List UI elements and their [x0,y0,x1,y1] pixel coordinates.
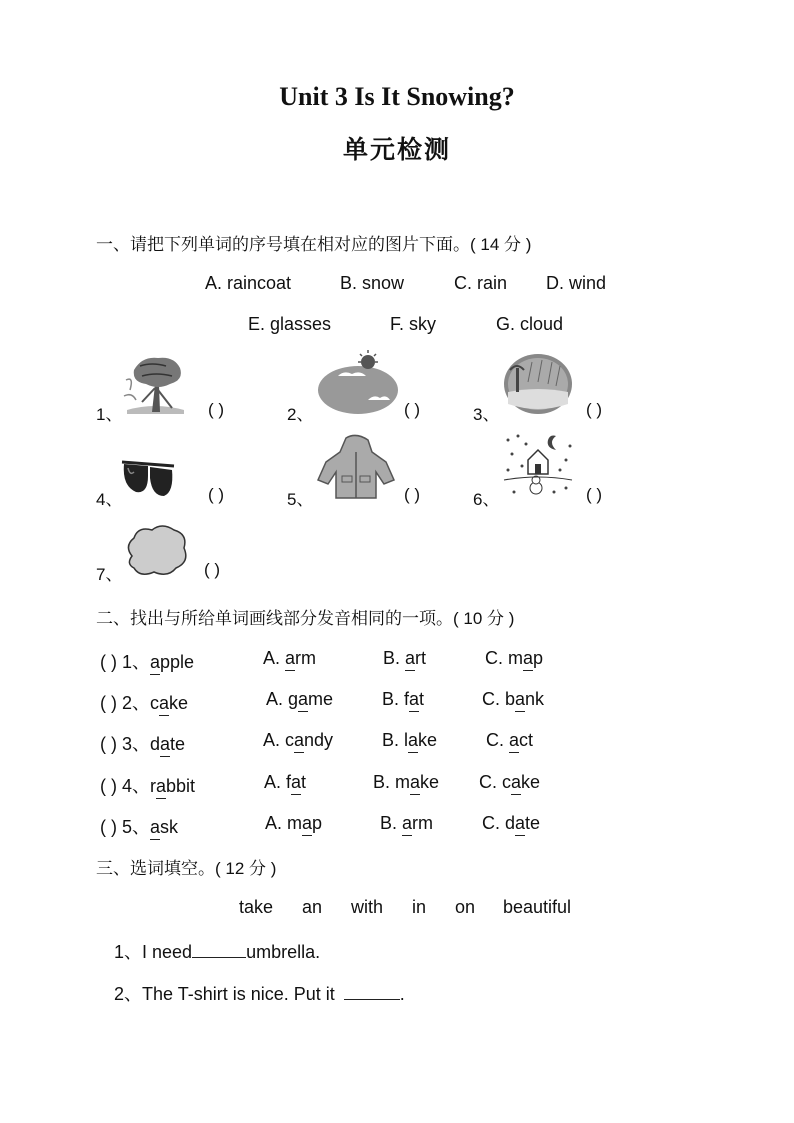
phonics-option-1c: C. map [485,648,544,668]
word-bank-an: an [302,897,323,917]
phonics-option-2a: A. game [266,689,334,709]
phonics-question-2: ( ) 2、cake [100,693,189,713]
snow-scene-icon [500,430,576,502]
answer-paren-1[interactable]: ( ) [208,400,225,419]
item-number-4: 4、 [96,490,123,509]
fill-blank-2[interactable] [344,981,400,1000]
item-number-1: 1、 [96,405,123,424]
option-a: A. raincoat [205,273,292,293]
word-bank-with: with [351,897,384,917]
item-number-3: 3、 [473,405,500,424]
answer-paren-6[interactable]: ( ) [586,485,603,504]
phonics-question-5: ( ) 5、ask [100,817,179,837]
phonics-option-2c: C. bank [482,689,545,709]
section2-heading: 二、找出与所给单词画线部分发音相同的一项。( 10 分 ) [96,609,515,628]
answer-paren-5[interactable]: ( ) [404,485,421,504]
fill-sentence-1: 1、I need umbrella. [114,938,320,964]
answer-paren-4[interactable]: ( ) [208,485,225,504]
phonics-question-3: ( ) 3、date [100,734,186,754]
section3-heading: 三、选词填空。( 12 分 ) [96,859,277,878]
option-b: B. snow [340,273,405,293]
phonics-question-1: ( ) 1、apple [100,652,195,672]
answer-paren-3[interactable]: ( ) [586,400,603,419]
phonics-option-5a: A. map [265,813,323,833]
word-bank-take: take [239,897,274,917]
option-g: G. cloud [496,314,564,334]
phonics-option-4c: C. cake [479,772,541,792]
phonics-option-3b: B. lake [382,730,438,750]
phonics-option-5b: B. arm [380,813,434,833]
windy-tree-icon [122,350,188,416]
fill-blank-1[interactable] [192,939,246,958]
page-subtitle: 单元检测 [342,135,451,164]
option-e: E. glasses [248,314,332,334]
item-number-6: 6、 [473,490,500,509]
phonics-option-1a: A. arm [263,648,317,668]
item-number-7: 7、 [96,565,123,584]
phonics-option-4b: B. make [373,772,440,792]
section1-heading: 一、请把下列单词的序号填在相对应的图片下面。( 14 分 ) [96,235,532,254]
rain-scene-icon [502,352,574,416]
item-number-2: 2、 [287,405,314,424]
sky-sun-cloud-icon [316,348,400,416]
answer-paren-7[interactable]: ( ) [204,560,221,579]
item-number-5: 5、 [287,490,314,509]
phonics-option-3c: C. act [486,730,534,750]
option-d: D. wind [546,273,607,293]
phonics-option-2b: B. fat [382,689,425,709]
cloud-icon [122,522,190,578]
phonics-option-4a: A. fat [264,772,307,792]
word-bank-on: on [455,897,476,917]
word-bank-beautiful: beautiful [503,897,572,917]
phonics-option-5c: C. date [482,813,541,833]
phonics-option-1b: B. art [383,648,427,668]
word-bank-in: in [412,897,427,917]
raincoat-icon [316,432,398,502]
phonics-question-4: ( ) 4、rabbit [100,776,196,796]
fill-sentence-2: 2、The T-shirt is nice. Put it . [114,980,405,1006]
option-f: F. sky [390,314,437,334]
page-title: Unit 3 Is It Snowing? [279,82,515,111]
sunglasses-icon [120,452,176,502]
phonics-option-3a: A. candy [263,730,334,750]
answer-paren-2[interactable]: ( ) [404,400,421,419]
option-c: C. rain [454,273,508,293]
